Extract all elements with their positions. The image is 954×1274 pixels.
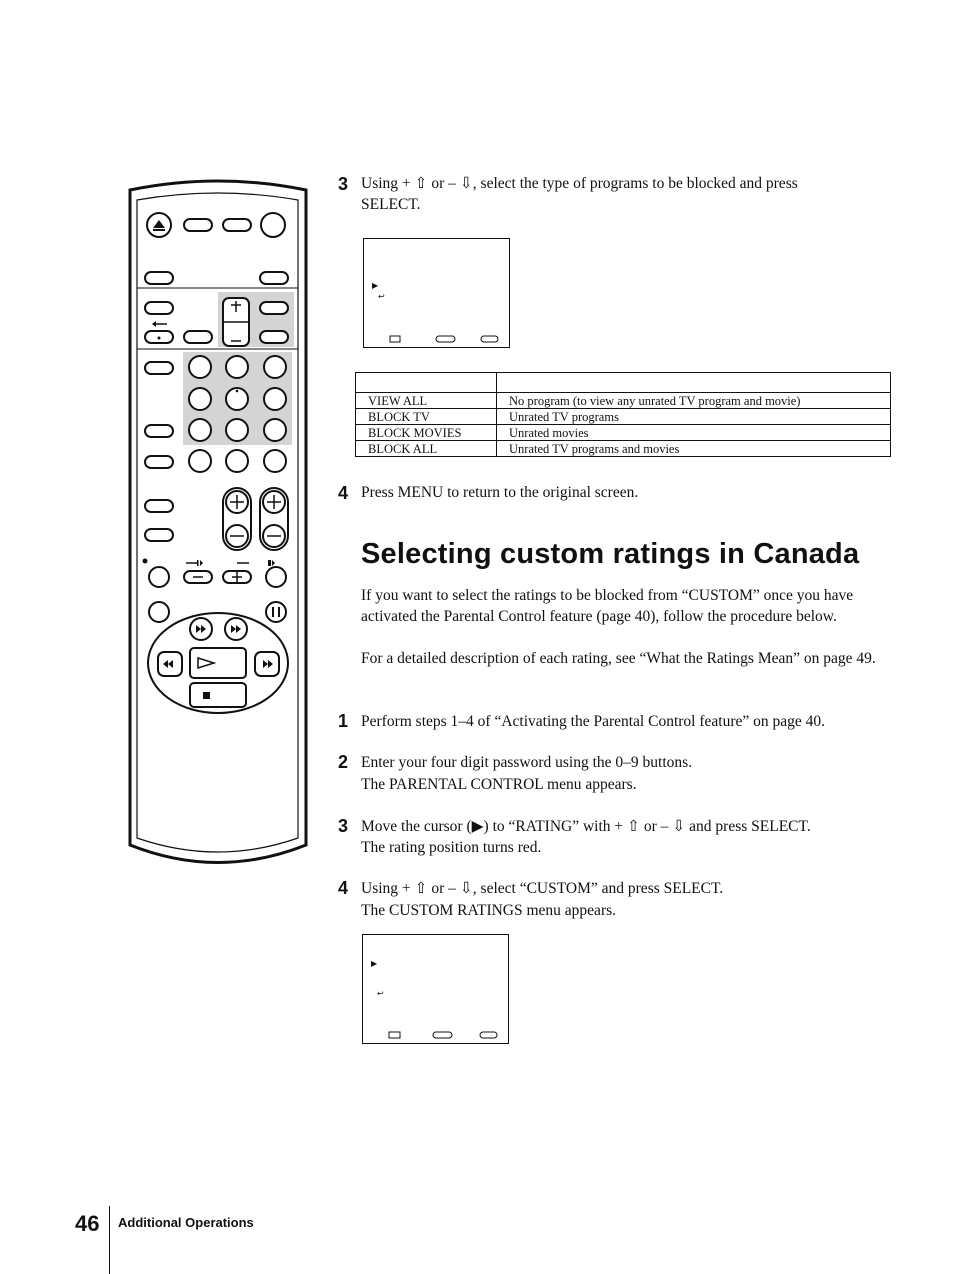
step-text: Using + ⇧ or – ⇩, select the type of programs to be blocked and press SELECT.	[361, 175, 798, 213]
table-cell-desc: Unrated TV programs	[497, 409, 891, 425]
step-text: Perform steps 1–4 of “Activating the Parental Control feature” on page 40.	[361, 713, 826, 730]
step-subtext: The PARENTAL CONTROL menu appears.	[361, 776, 637, 793]
step-text: Move the cursor (▶) to “RATING” with + ⇧ or – ⇩ and press SELECT.	[361, 818, 811, 835]
table-row	[356, 393, 891, 409]
table-header-row	[356, 373, 891, 393]
step-subtext: The CUSTOM RATINGS menu appears.	[361, 902, 617, 919]
step-subtext: The rating position turns red.	[361, 839, 542, 856]
return-icon: ↩	[378, 292, 385, 301]
remote-control-illustration	[120, 175, 316, 875]
step-text: Press MENU to return to the original screen.	[361, 484, 639, 501]
footer-divider	[109, 1206, 110, 1274]
step-number: 3	[338, 816, 349, 836]
step-number: 1	[338, 711, 349, 731]
step-number: 4	[338, 483, 349, 503]
intro-paragraph: For a detailed description of each rating, see “What the Ratings Mean” on page 49.	[361, 650, 876, 667]
step-text: Using + ⇧ or – ⇩, select “CUSTOM” and press SELECT.	[361, 880, 724, 897]
step-number: 4	[338, 878, 349, 898]
table-cell-desc: No program (to view any unrated TV program and movie)	[497, 393, 891, 409]
table-row	[356, 441, 891, 457]
cursor-arrow-icon: ▶	[371, 959, 378, 968]
page-number: 46	[75, 1211, 100, 1236]
table-row	[356, 409, 891, 425]
step-text: Enter your four digit password using the 0–9 buttons.	[361, 754, 693, 771]
step-number: 2	[338, 752, 349, 772]
tv-screen-illustration	[363, 238, 510, 348]
cursor-arrow-icon: ▶	[372, 281, 379, 290]
intro-paragraph: If you want to select the ratings to be blocked from “CUSTOM” once you have activated the Parental Control feature (page 40), follow the procedure below.	[361, 587, 854, 625]
ratings-table	[355, 372, 891, 457]
footer-section-name: Additional Operations	[118, 1215, 254, 1230]
screen-button-icons	[364, 239, 509, 347]
screen-button-icons	[363, 935, 508, 1043]
table-row	[356, 425, 891, 441]
return-icon: ↩	[377, 989, 384, 998]
table-cell-desc: Unrated movies	[497, 425, 891, 441]
table-cell-option: BLOCK ALL	[356, 441, 497, 457]
table-cell-option: BLOCK MOVIES	[356, 425, 497, 441]
table-cell-option: BLOCK TV	[356, 409, 497, 425]
table-cell-option: VIEW ALL	[356, 393, 497, 409]
tv-screen-illustration	[362, 934, 509, 1044]
step-number: 3	[338, 174, 349, 194]
table-cell-desc: Unrated TV programs and movies	[497, 441, 891, 457]
section-title: Selecting custom ratings in Canada	[361, 538, 860, 570]
